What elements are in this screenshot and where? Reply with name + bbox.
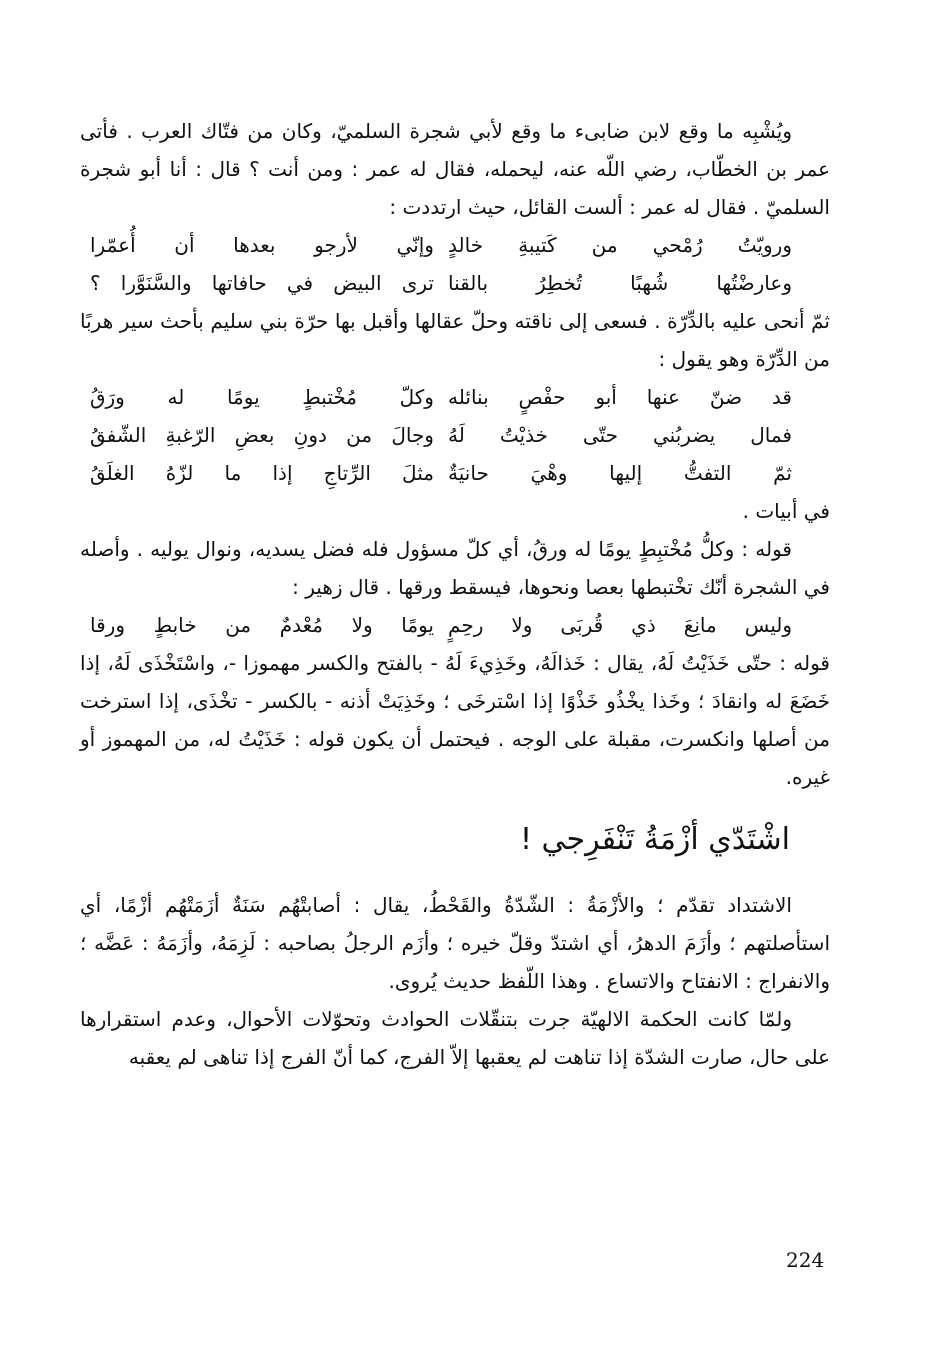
verse-block-3	[80, 606, 830, 644]
verse-line	[80, 416, 830, 454]
paragraph-intro: ويُشْبِه ما وقع لابن ضابىء ما وقع لأبي شجرة السلميّ، وكان من فتّاك العرب . فأتى عمر بن الخطّاب، رضي اللّه عنه، ليحمله، فقال له عمر : ومن أنت ؟ قال : أنا أبو شجرة السلميّ . فقال له عمر : ألست القائل، حيث ارتددت :	[80, 119, 830, 219]
verse-line	[80, 606, 830, 644]
verse-second-hemistich: مثلَ الرِّتاجِ إذا ما لزّهُ الغلَقُ	[90, 461, 434, 485]
page-body	[80, 112, 830, 1076]
paragraph-in-verses: في أبيات .	[742, 499, 830, 523]
verse-line	[80, 378, 830, 416]
verse-first-hemistich: ورويّتُ رُمْحي من كَتيبةِ خالدٍ	[448, 233, 792, 257]
verse-first-hemistich: فمال يضربُني حتّى خذيْتُ لَهُ	[448, 423, 792, 447]
verse-block-1	[80, 226, 830, 302]
paragraph-wisdom: ولمّا كانت الحكمة الالهيّة جرت بتنقّلات الحوادث وتحوّلات الأحوال، وعدم استقرارها على حال، صارت الشدّة إذا تناهت لم يعقبها إلاّ الفرج، كما أنّ الفرج إذا تناهى لم يعقبه	[80, 1007, 830, 1069]
paragraph-definition: الاشتداد تقدّم ؛ والأزْمَةُ : الشّدّةُ والقَحْطُ، يقال : أصابتْهُم سَنَةٌ أزَمَتْهُم أزْمًا، أي استأصلتهم ؛ وأزَمَ الدهرُ، أي اشتدّ وقلّ خيره ؛ وأزَم الرجلُ بصاحبه : لَزِمَهُ، وأزَمَهُ : عَضَّه ؛ والانفراج : الانفتاح والاتساع . وهذا اللّفظ حديث يُروى.	[80, 893, 830, 993]
verse-line	[80, 264, 830, 302]
verse-second-hemistich: يومًا ولا مُعْدمٌ من خابطٍ ورقا	[90, 613, 434, 637]
verse-first-hemistich: وليس مانِعَ ذي قُربَى ولا رحِمٍ	[448, 613, 792, 637]
verse-second-hemistich: وكلّ مُخْتبطٍ يومًا له ورَقُ	[90, 385, 434, 409]
verse-second-hemistich: ترى البيض في حافاتها والسَّنَوَّرا ؟	[90, 271, 434, 295]
verse-line	[80, 226, 830, 264]
verse-line	[80, 454, 830, 492]
verse-first-hemistich: قد ضنّ عنها أبو حفْصٍ بنائله	[448, 385, 792, 409]
verse-first-hemistich: وعارضْتُها شُهبًا تُخطِرُ بالقنا	[448, 271, 792, 295]
verse-block-2	[80, 378, 830, 492]
section-heading: اشْتَدّي أزْمَةُ تَنْفَرِجي !	[519, 822, 790, 857]
paragraph-etymology: قوله : حتّى خَذَيْتُ لَهُ، يقال : خَذالَهُ، وخَذِيءَ لَهُ - بالفتح والكسر مهموزا -، واسْتَخْذَى لَهُ، إذا خَضَعَ له وانقادَ ؛ وخَذا يخْذُو خَذْوًا إذا اسْترخَى ؛ وخَذِيَتْ أذنه - بالكسر - تخْذَى، إذا استرخت من أصلها وانكسرت، مقبلة على الوجه . فيحتمل أن يكون قوله : خَذَيْتُ له، من المهموز أو غيره.	[80, 651, 830, 789]
page-number: 224	[786, 1248, 825, 1272]
verse-first-hemistich: ثمّ التفتُّ إليها وهْيَ حانيَةٌ	[448, 461, 792, 485]
paragraph-commentary: قوله : وكلُّ مُخْتبِطٍ يومًا له ورقُ، أي كلّ مسؤول فله فضل يسديه، ونوال يوليه . وأصله في الشجرة أنّك تخْتبطها بعصا ونحوها، فيسقط ورقها . قال زهير :	[80, 537, 830, 599]
verse-second-hemistich: وجالَ من دونِ بعضِ الرّغبةِ الشّفقُ	[90, 423, 434, 447]
paragraph-narrative: ثمّ أنحى عليه بالدِّرّة . فسعى إلى ناقته وحلّ عقالها وأقبل بها حرّة بني سليم بأحث سير هربًا من الدِّرّة وهو يقول :	[80, 309, 830, 371]
verse-second-hemistich: وإنّي لأرجو بعدها أن أُعمّرا	[90, 233, 434, 257]
